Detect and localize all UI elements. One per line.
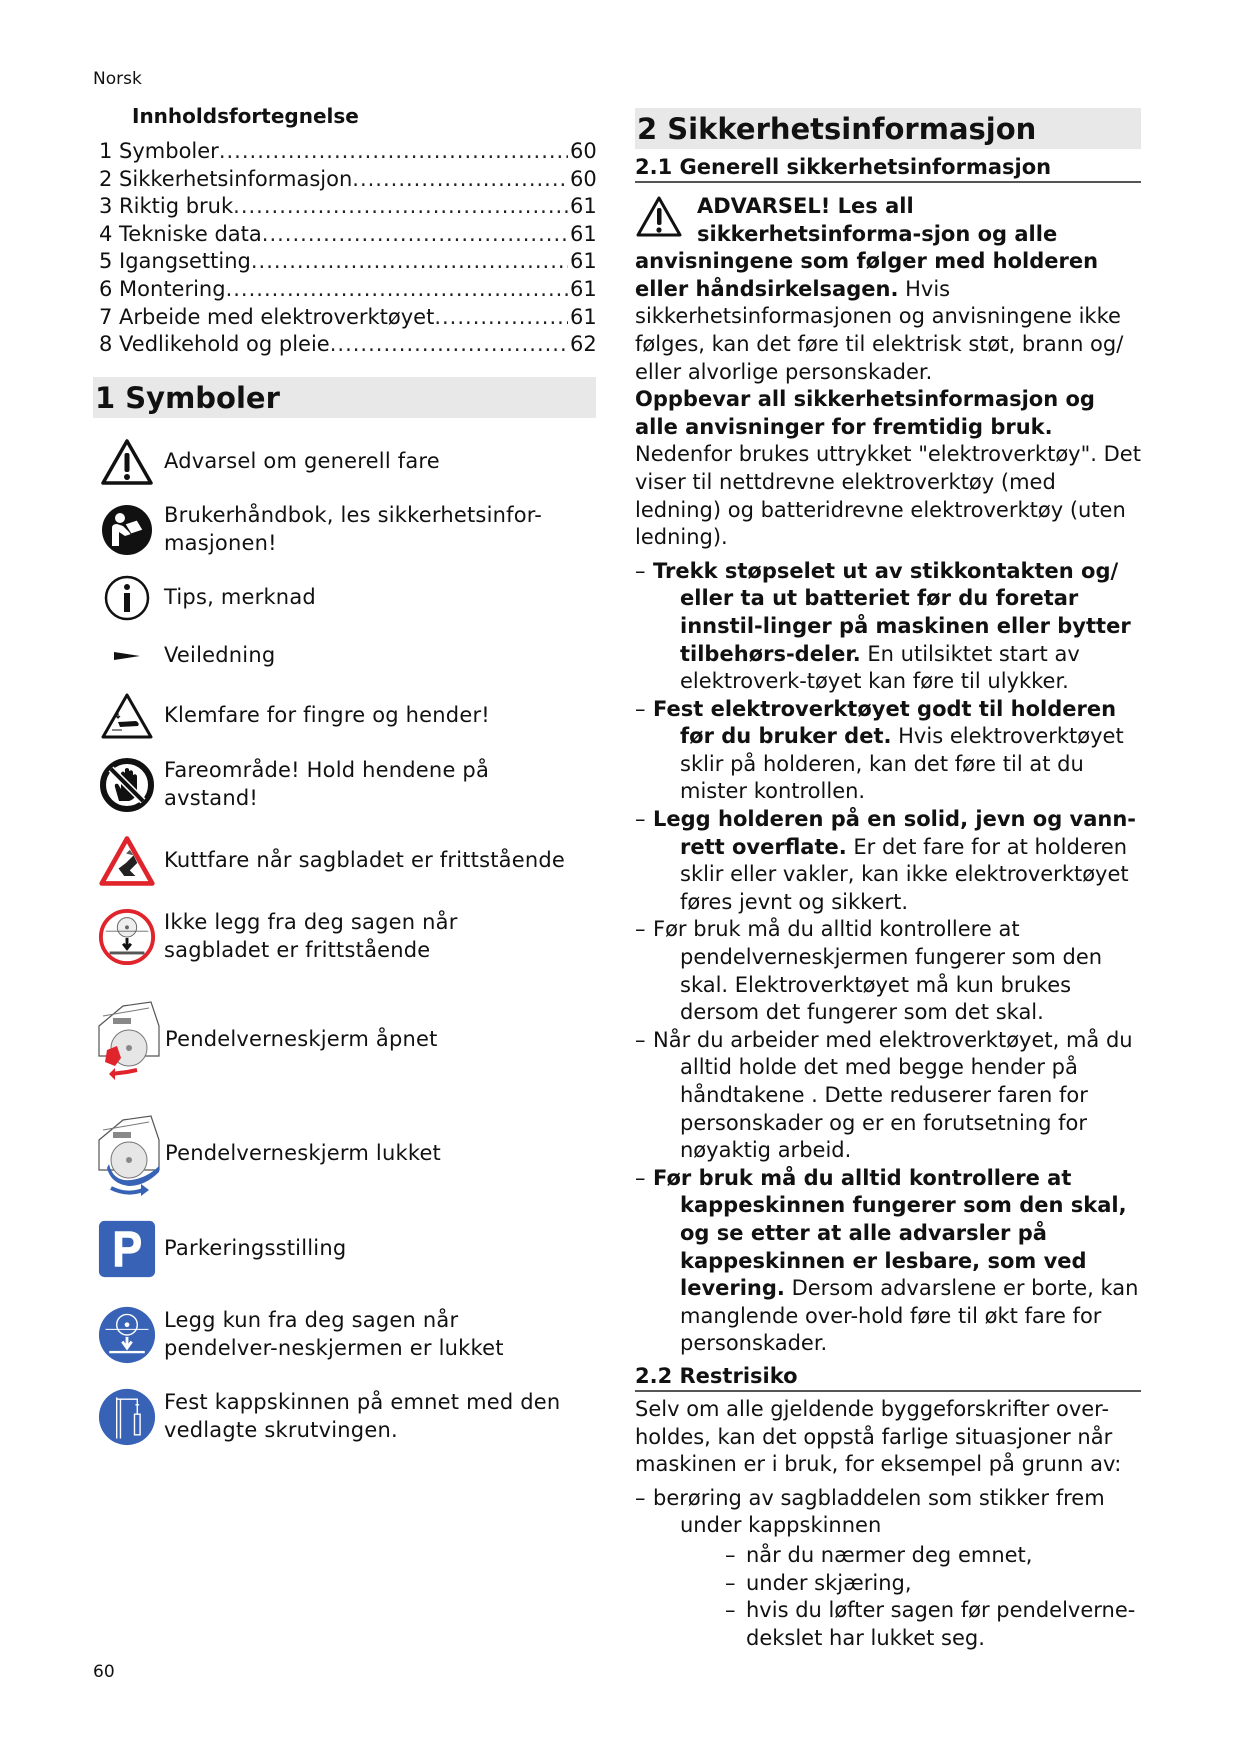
warning-triangle-icon [98, 433, 156, 491]
toc-entry[interactable]: 1 Symboler ..... 60 [93, 138, 596, 166]
do-not-set-down-saw-icon [98, 908, 156, 966]
left-column [93, 104, 596, 1454]
symbol-row: Kuttfare når sagbladet er frittstående [93, 828, 596, 894]
toc-entry[interactable]: 3 Riktig bruk ..... 61 [93, 193, 596, 221]
no-hands-prohibition-icon [98, 756, 156, 814]
info-icon [98, 569, 156, 627]
guard-open-icon [93, 995, 163, 1085]
toc-entry[interactable]: 7 Arbeide med elektroverktøyet ..... 61 [93, 304, 596, 332]
symbol-row: Fest kappskinnen på emnet med den vedlagte skrutvingen. [93, 1380, 596, 1454]
safety-bullet-list [635, 558, 1141, 1358]
warning-bold-text: ADVARSEL! Les all sikkerhetsinforma-sjon og alle anvisningene som følger med holderen eller håndsirkelsagen. [635, 194, 1099, 301]
page-language-label: Norsk [93, 69, 142, 89]
section-heading-symbols: 1 Symboler [93, 377, 596, 418]
section-heading-safety: 2 Sikkerhetsinformasjon [635, 108, 1141, 149]
guard-closed-icon [93, 1109, 163, 1199]
symbol-row: Legg kun fra deg sagen når pendelver-neskjermen er lukket [93, 1298, 596, 1372]
residual-risk-sub-bullet: – når du nærmer deg emnet, [680, 1542, 1141, 1570]
warning-body-text: Hvis sikkerhetsinformasjonen og anvisningene ikke følges, kan det føre til elektrisk støt, brann og/ eller alvorlige personskader. [635, 276, 1124, 384]
residual-risk-list [635, 1485, 1141, 1653]
symbols-list [93, 434, 596, 1454]
arrow-pointer-icon [98, 627, 156, 685]
warning-notice [635, 193, 1141, 386]
safety-bullet: – Før bruk må du alltid kontrollere at kappeskinnen fungerer som den skal, og se etter at alle advarsler på kappeskinnen er lesbare, som ved levering. Dersom advarslene er borte, kan manglende over-hold føre til økt fare for personskader. [635, 1165, 1141, 1358]
toc-title: Innholdsfortegnelse [132, 104, 359, 128]
toc-entry[interactable]: 8 Vedlikehold og pleie ..... 62 [93, 331, 596, 359]
safety-bullet: – Trekk støpselet ut av stikkontakten og/ eller ta ut batteriet før du foretar innstil-linger på maskinen eller bytter tilbehørs-deler. En utilsiktet start av elektroverk-tøyet kan føre til ulykker. [635, 558, 1141, 696]
symbol-row: Klemfare for fingre og hender! [93, 686, 596, 746]
symbol-row: Ikke legg fra deg sagen når sagbladet er frittstående [93, 900, 596, 974]
toc-entry[interactable]: 2 Sikkerhetsinformasjon ..... 60 [93, 166, 596, 194]
residual-risk-sub-bullet: – hvis du løfter sagen før pendelverne-dekslet har lukket seg. [680, 1597, 1141, 1652]
symbol-row: Fareområde! Hold hendene på avstand! [93, 748, 596, 822]
subheading-general-safety: 2.1 Generell sikkerhetsinformasjon [635, 155, 1141, 183]
residual-risk-sub-list [680, 1542, 1141, 1652]
safety-bullet: – Legg holderen på en solid, jevn og vann-rett overflate. Er det fare for at holderen sklir eller vakler, kan ikke elektroverktøyet føres jevnt og sikkert. [635, 806, 1141, 916]
safety-bullet: – Når du arbeider med elektroverktøyet, må du alltid holde det med begge hender på håndtakene . Dette reduserer faren for personskader og er en forutsetning for nøyaktig arbeid. [635, 1027, 1141, 1165]
power-tool-definition: Nedenfor brukes uttrykket "elektroverktøy". Det viser til nettdrevne elektroverktøy (med ledning) og batteridrevne elektroverktøy (uten ledning). [635, 442, 1141, 550]
symbol-row: Tips, merknad [93, 570, 596, 626]
subheading-residual-risk: 2.2 Restrisiko [635, 1364, 1141, 1392]
symbol-row: Pendelverneskjerm åpnet [93, 990, 596, 1090]
symbol-row: Parkeringsstilling [93, 1216, 596, 1282]
read-manual-icon [98, 501, 156, 559]
safety-bullet: – Fest elektroverktøyet godt til holderen før du bruker det. Hvis elektroverktøyet sklir på holderen, kan det føre til at du mister kontrollen. [635, 696, 1141, 806]
toc-entry[interactable]: 6 Montering ..... 61 [93, 276, 596, 304]
safety-bullet: – Før bruk må du alltid kontrollere at pendelverneskjermen fungerer som den skal. Elektroverktøyet må kun brukes dersom det fungerer som det skal. [635, 916, 1141, 1026]
toc-entry[interactable]: 4 Tekniske data ..... 61 [93, 221, 596, 249]
keep-instructions-notice: Oppbevar all sikkerhetsinformasjon og alle anvisninger for fremtidig bruk. [635, 387, 1095, 439]
residual-risk-intro: Selv om alle gjeldende byggeforskrifter over-holdes, kan det oppstå farlige situasjoner når maskinen er i bruk, for eksempel på grunn av: [635, 1396, 1122, 1477]
parking-icon [98, 1220, 156, 1278]
right-column [635, 108, 1141, 1652]
cut-hazard-icon [98, 832, 156, 890]
page-number: 60 [93, 1662, 115, 1682]
residual-risk-bullet: – berøring av sagbladdelen som stikker frem under kappskinnen – når du nærmer deg emnet, – under skjæring, – hvis du løfter sagen før pendelverne-dekslet har lukket seg. [635, 1485, 1141, 1653]
warning-triangle-icon [635, 195, 687, 241]
symbol-row: Pendelverneskjerm lukket [93, 1104, 596, 1204]
symbol-row: Brukerhåndbok, les sikkerhetsinfor-masjonen! [93, 492, 596, 568]
residual-risk-sub-bullet: – under skjæring, [680, 1570, 1141, 1598]
symbol-row: Advarsel om generell fare [93, 434, 596, 490]
table-of-contents [93, 138, 596, 359]
clamp-icon [98, 1388, 156, 1446]
toc-entry[interactable]: 5 Igangsetting ..... 61 [93, 248, 596, 276]
set-down-saw-icon [98, 1306, 156, 1364]
symbol-row: Veiledning [93, 628, 596, 684]
hand-crush-warning-icon [98, 687, 156, 745]
